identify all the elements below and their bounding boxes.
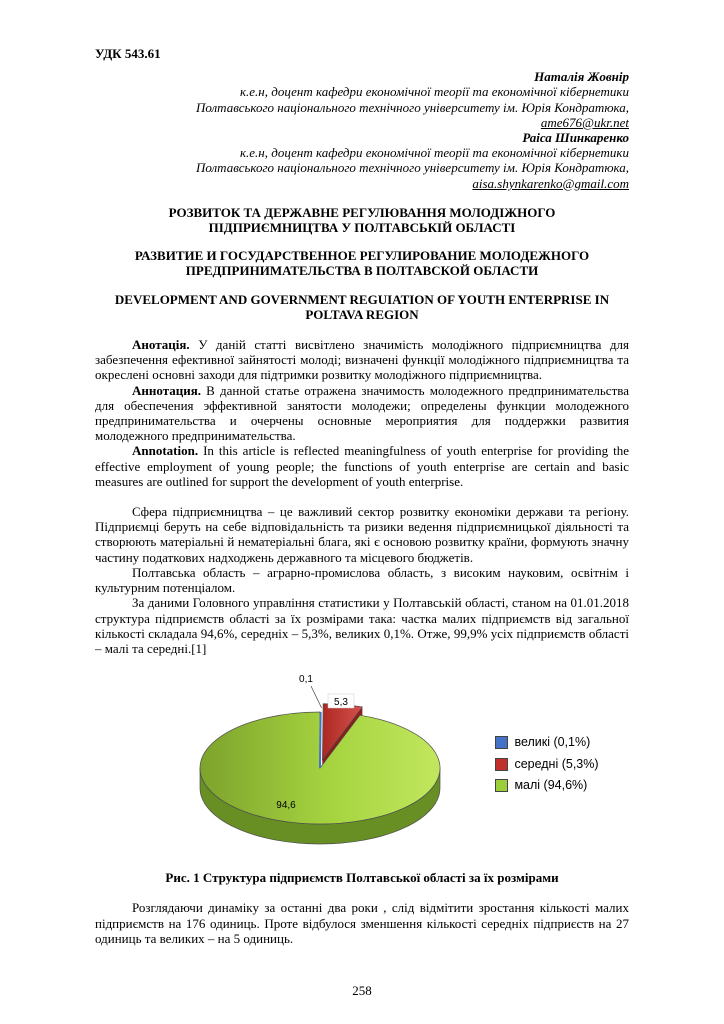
author-email-link[interactable]: ame676@ukr.net: [540, 114, 629, 130]
legend-swatch-red: [495, 758, 508, 771]
figure-caption: Рис. 1 Структура підприємств Полтавської області за їх розмірами: [165, 870, 559, 886]
abstract-text: У даній статті висвітлено значимість молодіжного підприємництва для забезпечення ефективної зайнятості молоді; визначені функції молодіжного підприємництва та окреслені основні заходи для підтримки розвитку молодіжного підприємництва.: [95, 337, 629, 383]
udc-code: УДК 543.61: [95, 46, 161, 61]
title-block: [95, 205, 629, 322]
abstract-uk: [95, 337, 629, 383]
author-name: Раіса Шинкаренко: [522, 130, 629, 146]
body-paragraph: Розглядаючи динаміку за останні два роки , слід відмітити зростання кількості малих підприємств на 176 одиниць. Проте відбулося зменшення кількості середніх підприєств на 27 одиниць та великих – на 5 одиниць.: [95, 900, 629, 946]
author-email-line: [95, 115, 629, 130]
abstract-text: В данной статье отражена значимость молодежного предпринимательства для обеспечения эффективной занятости молодежи; определены функции молодежного предпринимательства и очерчены основные мероприятия для поддержки развития молодежного предпринимательства.: [95, 382, 629, 444]
author-email-line: [95, 176, 629, 191]
legend-swatch-blue: [495, 736, 508, 749]
paper-title-uk: РОЗВИТОК ТА ДЕРЖАВНЕ РЕГУЛЮВАННЯ МОЛОДІЖНОГО ПІДПРИЄМНИЦТВА У ПОЛТАВСЬКІЙ ОБЛАСТІ: [168, 204, 556, 236]
author-position: к.е.н, доцент кафедри економічної теорії та економічної кібернетики: [239, 84, 629, 100]
legend-label: середні (5,3%): [514, 756, 599, 771]
pie-chart-canvas: [125, 666, 485, 862]
author-name: Наталія Жовнір: [534, 69, 629, 85]
legend-item-velyki: [495, 735, 598, 750]
svg-text:0,1: 0,1: [299, 674, 314, 686]
author-position: к.е.н, доцент кафедри економічної теорії та економічної кібернетики: [239, 145, 629, 161]
body-paragraph: За даними Головного управління статистики у Полтавській області, станом на 01.01.2018 структура підприємств області за їх розмірами така: частка малих підприємств від загальної кількості складала 94,6%, середніх – 5,3%, великих 0,1%. Отже, 99,9% усіх підприємств області – малі та середні.[1]: [95, 595, 629, 656]
body-paragraph: Полтавська область – аграрно-промислова область, з високим науковим, освітнім і культурним потенціалом.: [95, 564, 629, 596]
abstract-en: [95, 443, 629, 489]
abstract-ru: [95, 383, 629, 444]
svg-text:5,3: 5,3: [334, 697, 349, 709]
legend-swatch-green: [495, 779, 508, 792]
chart-legend: [495, 735, 598, 793]
abstract-label: Аннотация.: [132, 382, 202, 398]
author-affiliation: Полтавського національного технічного університету ім. Юрія Кондратюка,: [195, 160, 629, 176]
abstract-label: Annotation.: [132, 443, 199, 459]
legend-item-mali: [495, 778, 598, 793]
author-email-link[interactable]: aisa.shynkarenko@gmail.com: [472, 175, 629, 191]
page-number: 258: [352, 982, 372, 998]
abstract-label: Анотація.: [132, 337, 190, 353]
svg-text:94,6: 94,6: [276, 800, 297, 812]
legend-item-seredni: [495, 757, 598, 772]
legend-label: малі (94,6%): [514, 778, 588, 793]
paper-title-ru: РАЗВИТИЕ И ГОСУДАРСТВЕННОЕ РЕГУЛИРОВАНИЕ МОЛОДЕЖНОГО ПРЕДПРИНИМАТЕЛЬСТВА В ПОЛТАВСКОЙ ОБЛАСТИ: [134, 248, 590, 279]
figure-pie-chart: [95, 666, 629, 862]
body-paragraph: Сфера підприємництва – це важливий сектор розвитку економіки держави та регіону. Підприємці беруть на себе відповідальність та ризики ведення підприємницької діяльності та створюють матеріальні й нематеріальні блага, які є основою розвитку країни, формують значну частину податкових надходжень державного та місцевого бюджетів.: [95, 504, 629, 565]
author-block: [95, 69, 629, 191]
abstract-text: In this article is reflected meaningfulness of youth enterprise for providing the effective employment of young people; the functions of youth enterprise are certain and basic measures are outlined for support the development of youth enterprise.: [95, 443, 629, 489]
paper-title-en: DEVELOPMENT AND GOVERNMENT REGUIATION OF YOUTH ENTERPRISE IN POLTAVA REGION: [114, 291, 610, 322]
author-affiliation: Полтавського національного технічного університету ім. Юрія Кондратюка,: [195, 99, 629, 115]
legend-label: великі (0,1%): [514, 735, 591, 750]
abstracts: [95, 337, 629, 489]
